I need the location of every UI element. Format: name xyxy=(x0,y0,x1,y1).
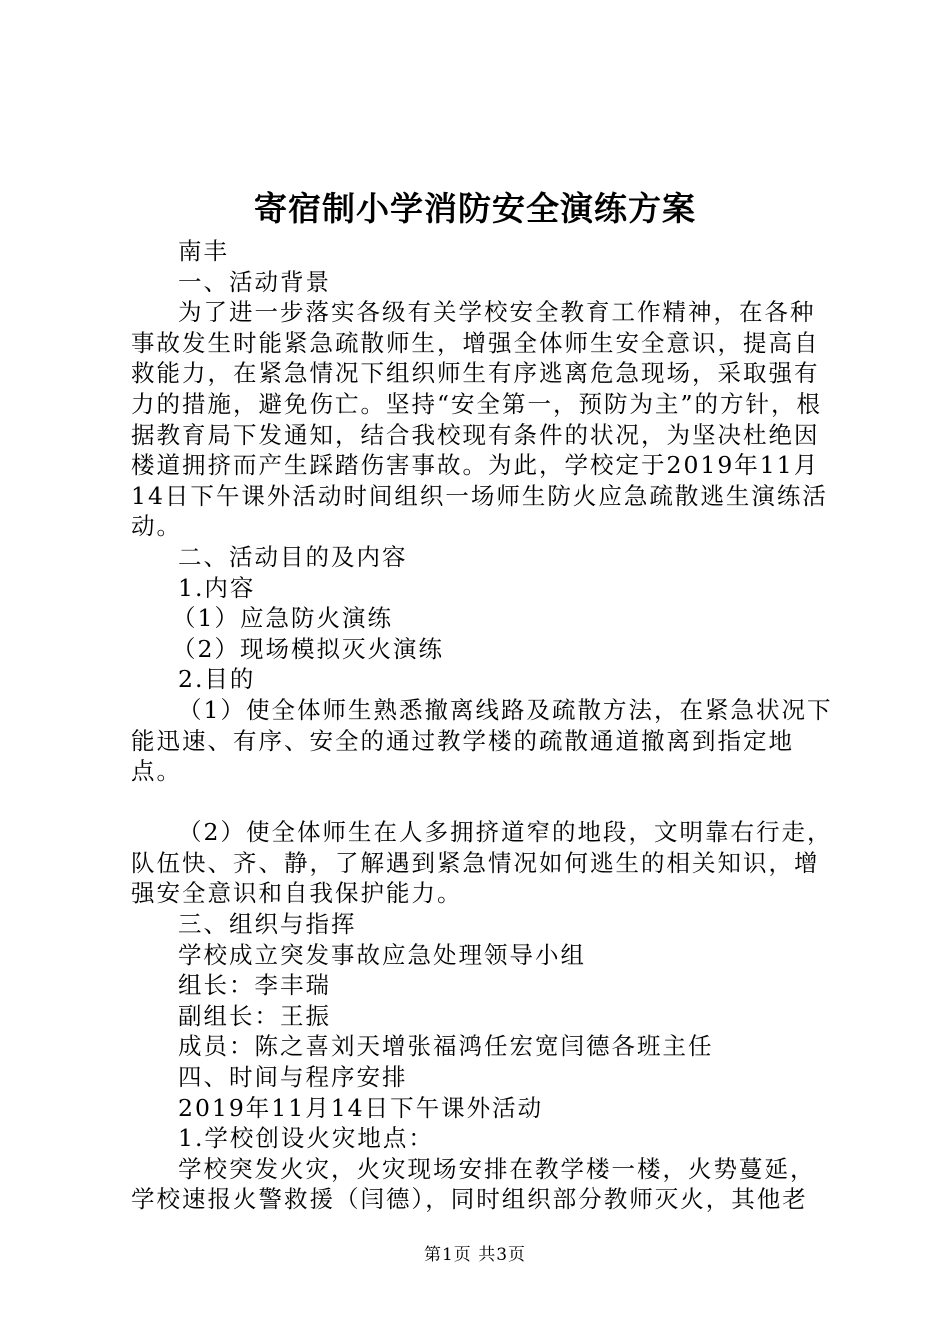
org-deputy-line: 副组长：王振 xyxy=(178,1001,331,1030)
schedule-date-line: 2019年11月14日下午课外活动 xyxy=(178,1093,544,1122)
section-heading-background: 一、活动背景 xyxy=(178,267,331,296)
content-item-1: （1）应急防火演练 xyxy=(172,604,393,633)
content-subheading: 1.内容 xyxy=(178,573,256,602)
schedule-paragraph: 学校突发火灾，火灾现场安排在教学楼一楼，火势蔓延，学校速报火警救援（闫德），同时组织部分教师灭火，其他老 xyxy=(131,1154,816,1214)
author-line: 南丰 xyxy=(178,237,229,265)
org-group-line: 学校成立突发事故应急处理领导小组 xyxy=(178,940,586,969)
section-heading-purpose: 二、活动目的及内容 xyxy=(178,542,408,571)
content-item-2: （2）现场模拟灭火演练 xyxy=(172,634,444,663)
document-title: 寄宿制小学消防安全演练方案 xyxy=(254,189,696,228)
org-members-line: 成员：陈之喜刘天增张福鸿任宏宽闫德各班主任 xyxy=(178,1032,714,1061)
org-leader-line: 组长：李丰瑞 xyxy=(178,971,331,1000)
section-heading-schedule: 四、时间与程序安排 xyxy=(178,1063,408,1092)
purpose-item-1: （1）使全体师生熟悉撤离线路及疏散方法，在紧急状况下能迅速、有序、安全的通过教学楼的疏散通道撤离到指定地点。 xyxy=(131,695,833,786)
paragraph-gap xyxy=(131,787,836,818)
schedule-step-1: 1.学校创设火灾地点： xyxy=(178,1124,434,1153)
page-number: 第1页 共3页 xyxy=(423,1245,527,1265)
section-heading-organization: 三、组织与指挥 xyxy=(178,910,357,939)
document-body xyxy=(131,236,836,1215)
purpose-subheading: 2.目的 xyxy=(178,665,256,694)
background-paragraph: 为了进一步落实各级有关学校安全教育工作精神，在各种事故发生时能紧急疏散师生，增强全体师生安全意识，提高自救能力，在紧急情况下组织师生有序逃离危急现场，采取强有力的措施，避免伤亡。坚持“安全第一，预防为主”的方针，根据教育局下发通知，结合我校现有条件的状况，为坚决杜绝因楼道拥挤而产生踩踏伤害事故。为此，学校定于2019年11月14日下午课外活动时间组织一场师生防火应急疏散逃生演练活动。 xyxy=(131,298,828,541)
purpose-item-2: （2）使全体师生在人多拥挤道窄的地段，文明靠右行走，队伍快、齐、静，了解遇到紧急情况如何逃生的相关知识，增强安全意识和自我保护能力。 xyxy=(131,818,833,908)
